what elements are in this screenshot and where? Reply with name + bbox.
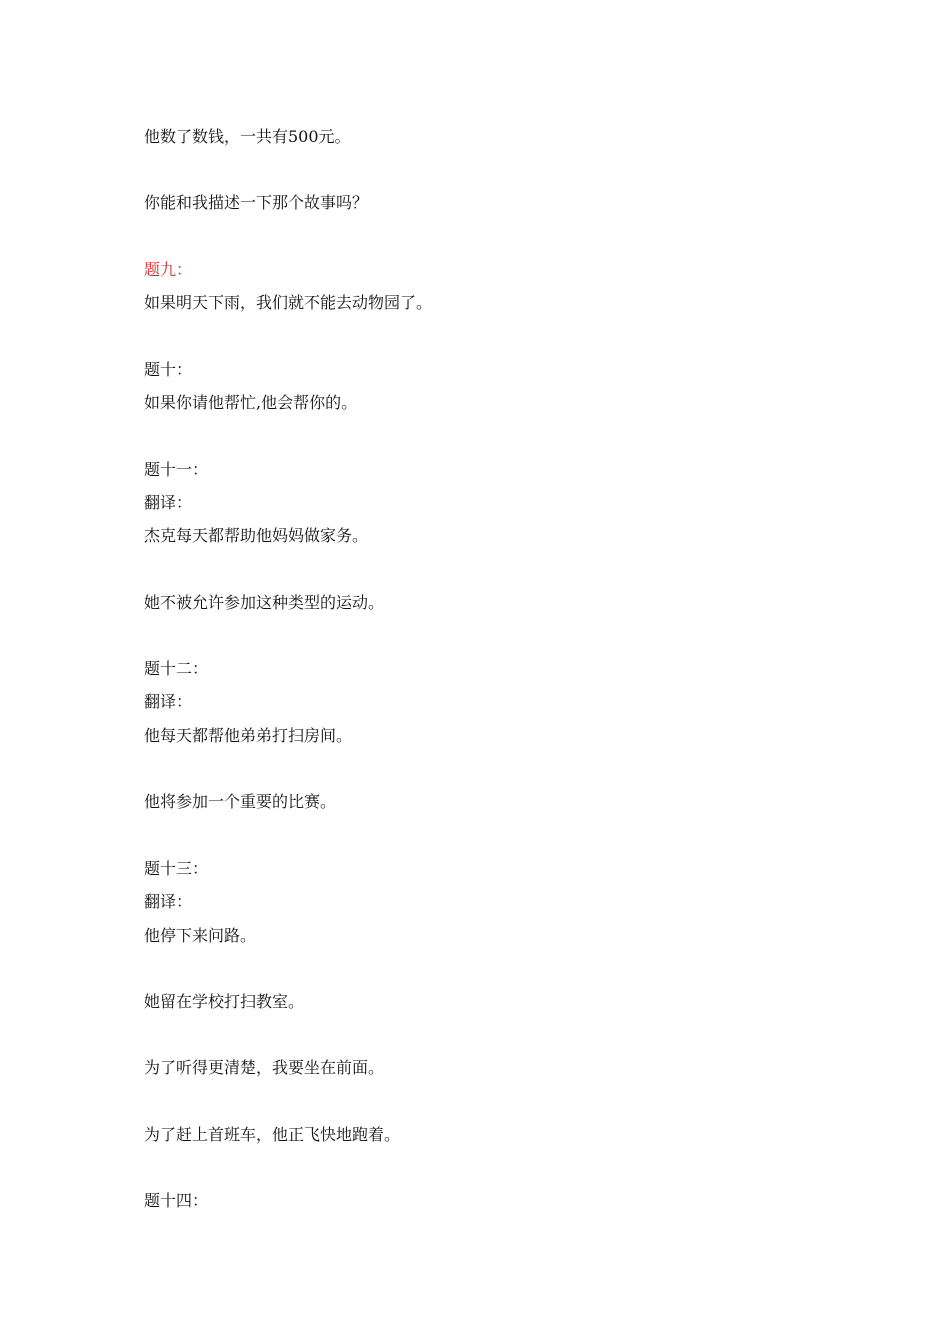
question-11-heading: 题十一：: [144, 460, 209, 479]
question-13-translation-label: 翻译：: [144, 892, 193, 911]
question-12-answer-2: 他将参加一个重要的比赛。: [144, 792, 337, 811]
question-13-answer-2: 她留在学校打扫教室。: [144, 992, 305, 1011]
question-9-answer: 如果明天下雨，我们就不能去动物园了。: [144, 293, 433, 312]
question-10-answer: 如果你请他帮忙,他会帮你的。: [144, 393, 358, 412]
sentence-describe-story: 你能和我描述一下那个故事吗？: [144, 193, 369, 212]
question-12-heading: 题十二：: [144, 659, 209, 678]
question-11-answer-1: 杰克每天都帮助他妈妈做家务。: [144, 526, 369, 545]
question-12-translation-label: 翻译：: [144, 692, 193, 711]
question-11-translation-label: 翻译：: [144, 493, 193, 512]
question-13-heading: 题十三：: [144, 859, 209, 878]
sentence-money-count: 他数了数钱，一共有500元。: [144, 127, 351, 146]
question-14-heading: 题十四：: [144, 1191, 209, 1210]
question-10-heading: 题十：: [144, 360, 193, 379]
question-13-answer-1: 他停下来问路。: [144, 926, 257, 945]
question-11-answer-2: 她不被允许参加这种类型的运动。: [144, 593, 385, 612]
question-13-answer-4: 为了赶上首班车，他正飞快地跑着。: [144, 1125, 401, 1144]
question-9-heading: 题九：: [144, 260, 193, 279]
question-13-answer-3: 为了听得更清楚，我要坐在前面。: [144, 1058, 385, 1077]
question-12-answer-1: 他每天都帮他弟弟打扫房间。: [144, 726, 353, 745]
